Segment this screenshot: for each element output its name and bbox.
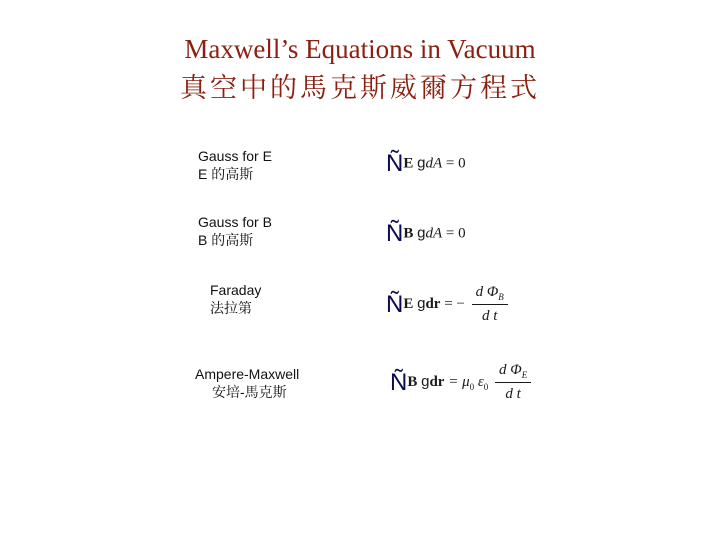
- epsilon-symbol: ε: [477, 373, 484, 390]
- equation-gauss-b: [386, 222, 466, 246]
- dot-symbol: g: [417, 224, 426, 242]
- field-symbol: E: [403, 155, 414, 172]
- equation-faraday: [386, 284, 508, 325]
- field-symbol: B: [403, 225, 414, 242]
- numerator-subscript: B: [498, 292, 504, 302]
- label-gauss-b: [198, 213, 272, 249]
- label-gauss-e: [198, 147, 272, 183]
- fraction: [472, 284, 508, 325]
- epsilon-subscript: 0: [483, 381, 489, 392]
- equation-ampere-maxwell: [390, 362, 531, 403]
- fraction-denominator: d t: [505, 386, 521, 402]
- mu-subscript: 0: [469, 381, 475, 392]
- title-english: Maxwell’s Equations in Vacuum: [184, 34, 536, 64]
- numerator-subscript: E: [521, 370, 528, 380]
- closed-integral-icon: Ñ: [386, 150, 404, 177]
- dot-symbol: g: [421, 372, 430, 390]
- fraction-numerator: [472, 284, 508, 305]
- numerator-text: d Φ: [499, 362, 522, 378]
- closed-integral-icon: Ñ: [386, 220, 404, 247]
- label-ampere-zh: 安培-馬克斯: [212, 384, 287, 400]
- label-gauss-e-zh: E 的高斯: [198, 166, 254, 182]
- label-ampere-maxwell: [195, 365, 299, 401]
- closed-integral-icon: Ñ: [390, 368, 408, 396]
- title-chinese: 真空中的馬克斯威爾方程式: [180, 73, 540, 103]
- dot-symbol: g: [417, 154, 426, 172]
- rhs-prefix: = μ: [448, 373, 470, 390]
- label-faraday-zh: 法拉第: [210, 300, 252, 316]
- differential-element: dr: [425, 295, 441, 312]
- right-hand-side: = 0: [445, 225, 466, 242]
- label-gauss-b-zh: B 的高斯: [198, 232, 254, 248]
- rhs-prefix: = −: [444, 295, 465, 312]
- equation-gauss-e: [386, 152, 466, 176]
- label-gauss-e-en: Gauss for E: [198, 148, 272, 164]
- fraction-denominator: d t: [482, 308, 498, 324]
- differential-element: dA: [425, 225, 443, 242]
- numerator-text: d Φ: [475, 284, 499, 300]
- label-gauss-b-en: Gauss for B: [198, 214, 272, 230]
- field-symbol: B: [407, 373, 418, 390]
- differential-element: dA: [425, 155, 443, 172]
- right-hand-side: = 0: [445, 155, 466, 172]
- label-ampere-en: Ampere-Maxwell: [195, 366, 300, 382]
- closed-integral-icon: Ñ: [386, 290, 404, 318]
- fraction-numerator: [495, 362, 531, 383]
- differential-element: dr: [429, 373, 445, 390]
- dot-symbol: g: [417, 294, 426, 312]
- field-symbol: E: [403, 295, 414, 312]
- fraction: [495, 362, 531, 403]
- label-faraday: [210, 281, 261, 317]
- label-faraday-en: Faraday: [210, 282, 262, 298]
